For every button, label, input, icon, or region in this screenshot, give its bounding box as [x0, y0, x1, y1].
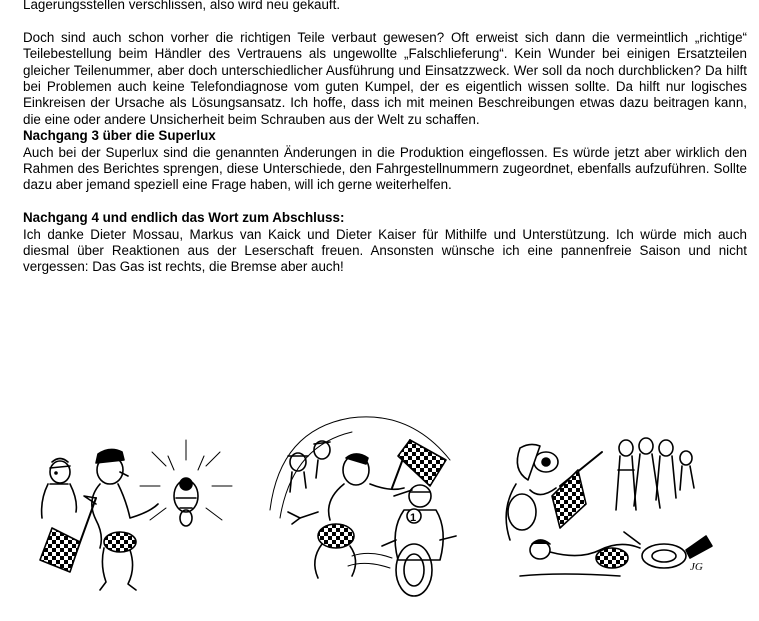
cartoon-strip [0, 400, 759, 621]
paragraph-superlux: Auch bei der Superlux sind die genannten Änderungen in die Produktion eingeflossen. Es würde jetzt aber wirklich den Rahmen des Berichtes sprengen, diese Unterschiede, den Fahrgestellnummern zugeordnet, ebenfalls aufzuführen. Sollte dazu aber jemand speziell eine Frage haben, will ich gerne weiterhelfen. [23, 144, 747, 193]
race-number: 1 [410, 512, 417, 524]
motorcycle-icon [382, 485, 456, 596]
race-official-icon [506, 444, 558, 540]
spectator-icon [42, 459, 77, 519]
checkered-flag-icon [40, 498, 96, 572]
spectator-icon [288, 441, 330, 492]
motorcycle-icon [140, 440, 232, 526]
paragraph-parts-ordering: Doch sind auch schon vorher die richtigen Teile verbaut gewesen? Oft erweist sich dann die vermeintlich „richtige“ Teilebestellung beim Händler des Vertrauens als ungewollte „Falschlieferung“. Kein Wunder bei einigen Ersatzteilen gleicher Teilenummer, aber doch unterschiedlicher Ausführung und Einsatzzweck. Wer soll da noch durchblicken? Da hilft bei Problemen auch keine Telefondiagnose vom guten Kumpel, der es eigentlich wissen sollte. Da hilft nur logisches Einkreisen der Ursache als Lösungsansatz. Ich hoffe, dass ich mit meinen Beschreibungen etwas dazu beitragen kann, die eine oder andere Unsicherheit beim Schrauben aus der Welt zu schaffen. [23, 29, 747, 127]
fallen-rider [520, 540, 640, 576]
cartoon-panel-2 [270, 417, 456, 596]
artist-signature: JG [690, 561, 703, 573]
heading-nachgang-3: Nachgang 3 über die Superlux [23, 128, 216, 144]
cartoon-panel-1 [40, 440, 232, 590]
cartoon-panel-3 [506, 438, 712, 576]
checkered-flag-icon [552, 452, 602, 528]
article-text [23, 0, 747, 276]
paragraph-continuation: Lagerungsstellen verschlissen, also wird neu gekauft. [23, 0, 341, 12]
race-official-icon [84, 449, 158, 590]
paragraph-closing: Ich danke Dieter Mossau, Markus van Kaick und Dieter Kaiser für Mithilfe und Unterstützung. Ich würde mich auch diesmal über Reaktionen aus der Leserschaft freuen. Ansonsten wünsche ich eine pannenfreie Saison und nicht vergessen: Das Gas ist rechts, die Bremse aber auch! [23, 226, 747, 275]
spectator-icon [616, 438, 694, 510]
race-official-icon [288, 454, 412, 578]
heading-nachgang-4: Nachgang 4 und endlich das Wort zum Abschluss: [23, 210, 345, 226]
